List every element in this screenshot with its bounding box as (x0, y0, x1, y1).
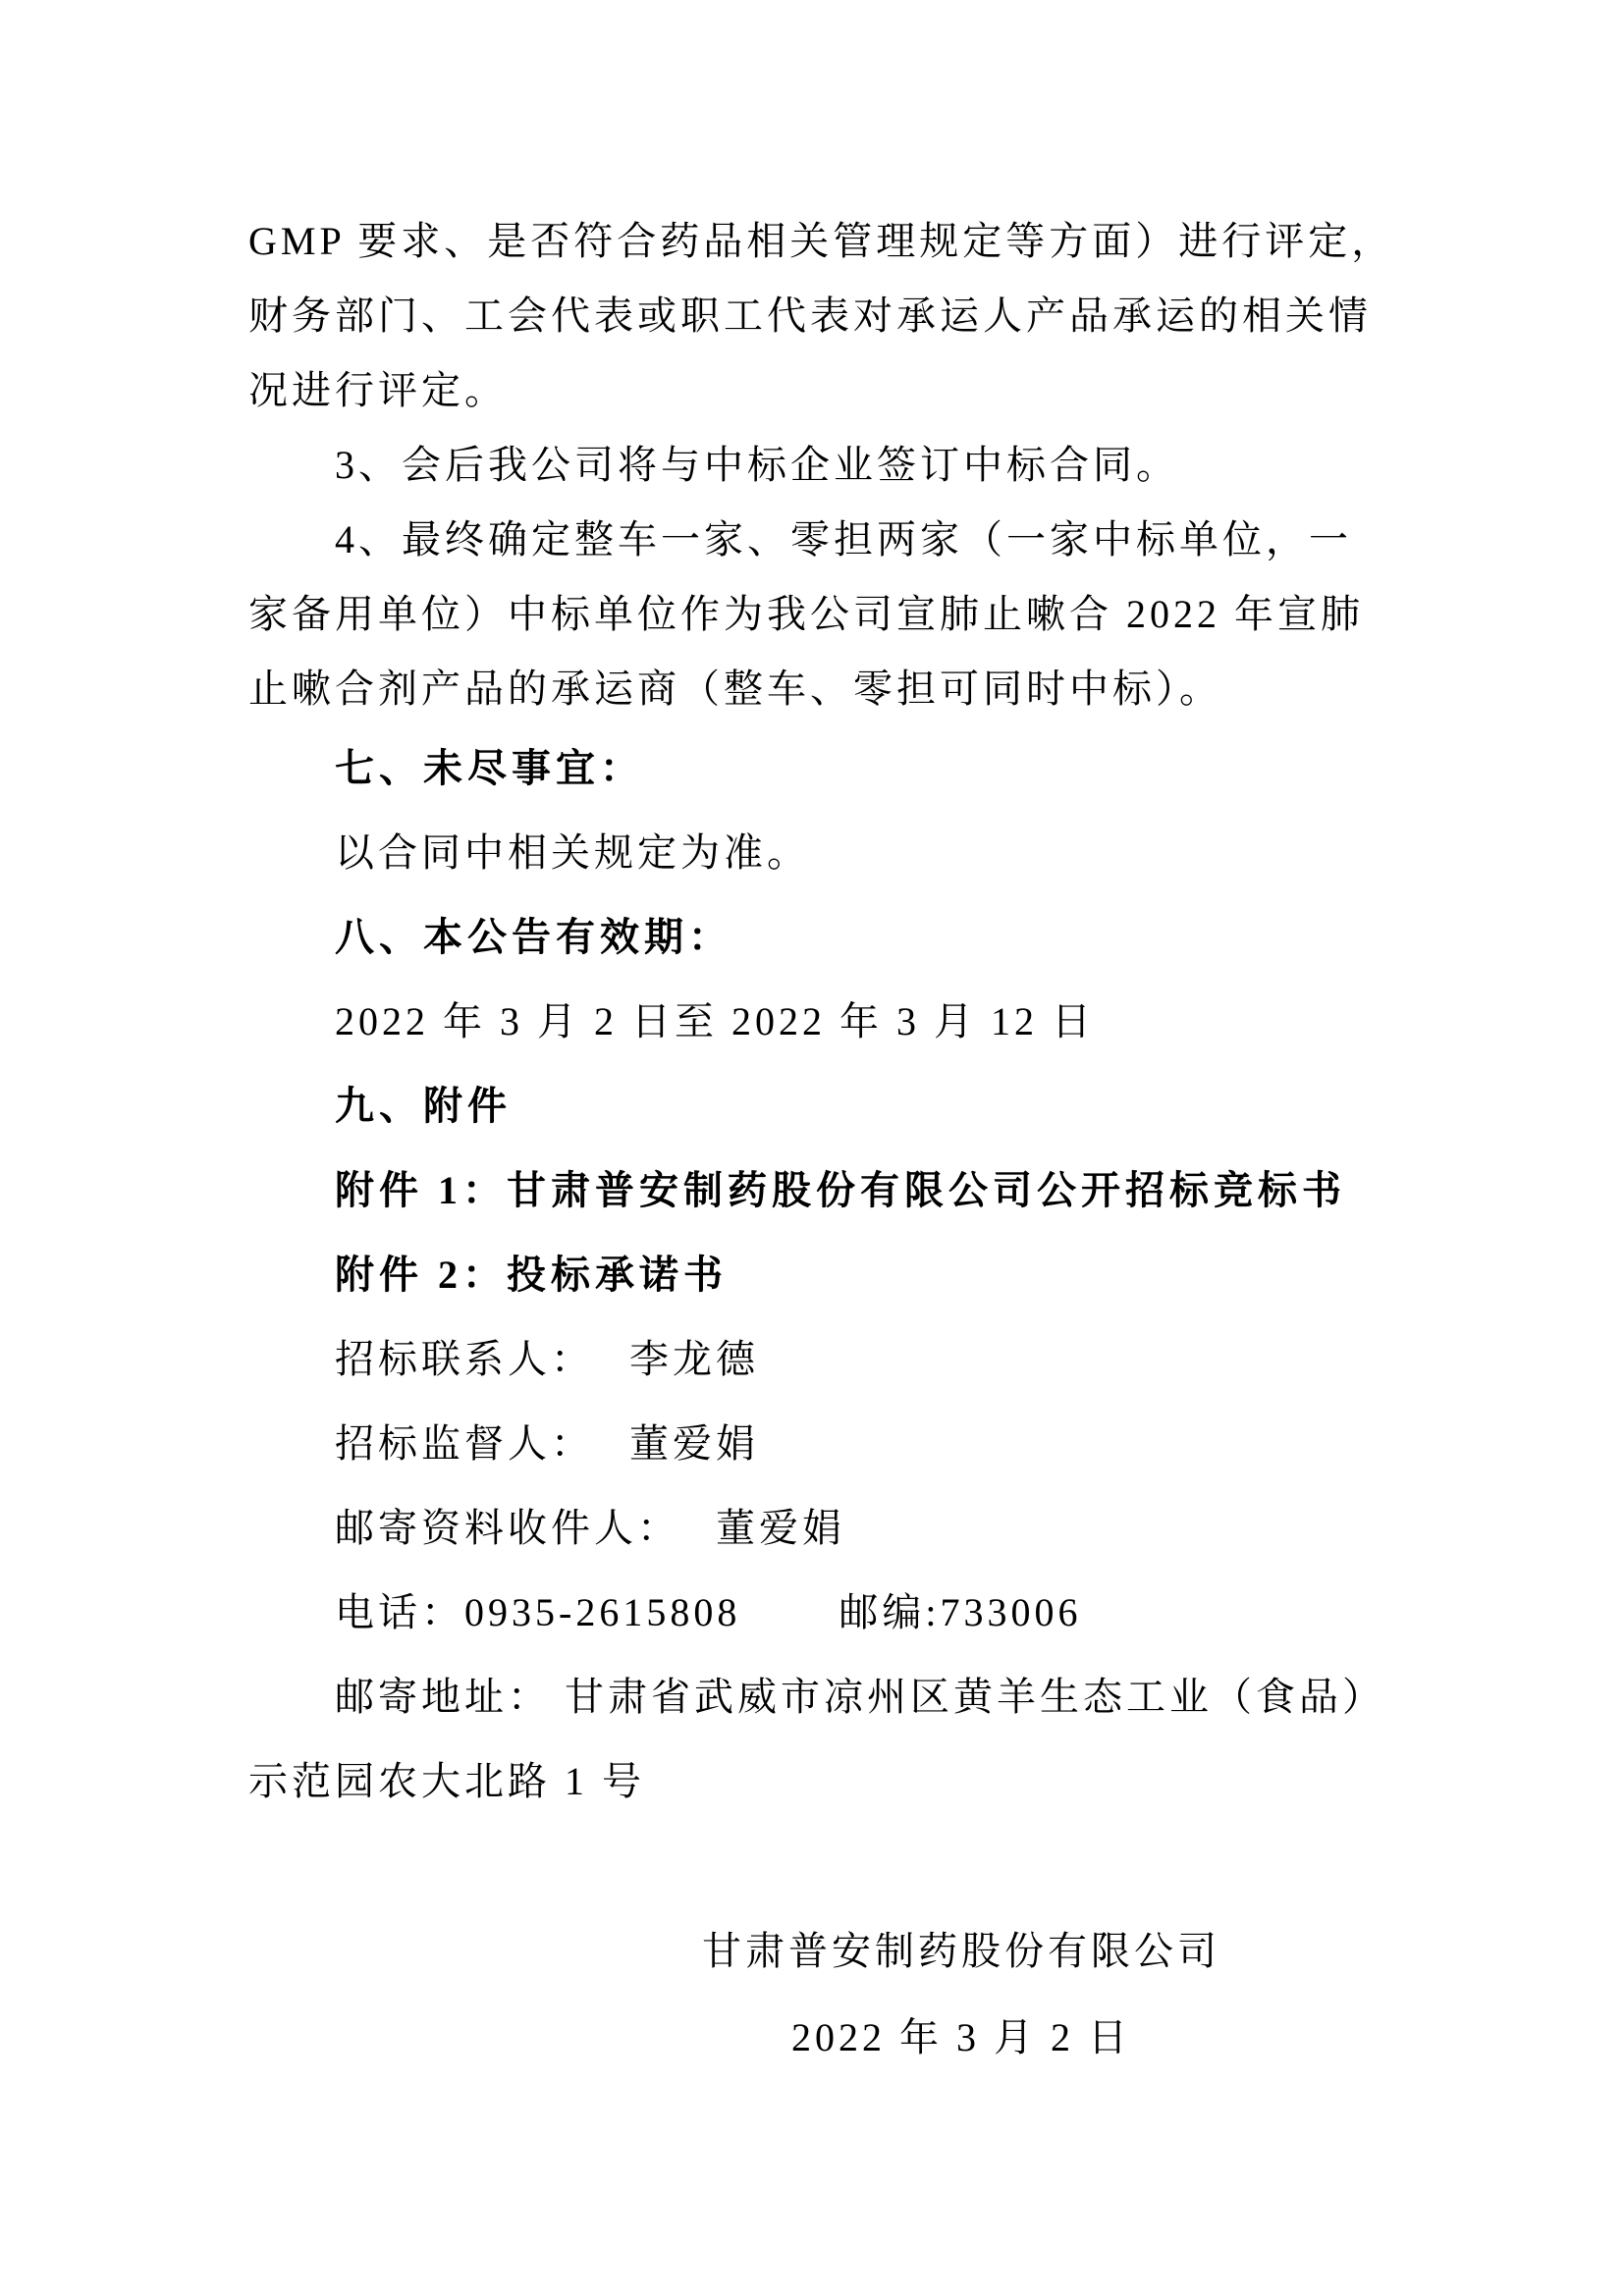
section-7-body: 以合同中相关规定为准。 (335, 830, 810, 875)
signature-block (398, 1908, 1525, 2081)
bid-contact-line (248, 1317, 1376, 1402)
document-content (248, 204, 1395, 2081)
para-item-4-line-2: 家备用单位）中标单位作为我公司宣肺止嗽合 2022 年宣肺 (248, 592, 1364, 636)
bid-supervisor-line (248, 1402, 1376, 1486)
section-8-heading: 八、本公告有效期： (335, 916, 732, 959)
section-9-heading: 九、附件 (335, 1085, 512, 1128)
mail-recipient-label: 邮寄资料收件人： (335, 1506, 680, 1550)
phone-postcode-line (248, 1571, 1376, 1655)
signature-company: 甘肃普安制药股份有限公司 (702, 1929, 1220, 1973)
postcode-label: 邮编: (839, 1590, 941, 1634)
postcode-number: 733006 (940, 1590, 1082, 1634)
mail-address-line-1 (248, 1655, 1385, 1739)
attachment-2-title: 附件 2：投标承诺书 (335, 1253, 728, 1297)
para-evaluation-line-2: 财务部门、工会代表或职工代表对承运人产品承运的相关情 (248, 294, 1372, 338)
para-item-4-line-1: 4、最终确定整车一家、零担两家（一家中标单位，一 (335, 517, 1352, 561)
section-7-heading: 七、未尽事宜： (335, 747, 644, 790)
mail-address-value: 甘肃省武威市凉州区黄羊生态工业（食品） (565, 1675, 1385, 1719)
para-item-4-line-3: 止嗽合剂产品的承运商（整车、零担可同时中标）。 (248, 667, 1222, 711)
mail-address-line-2: 示范园农大北路 1 号 (248, 1759, 645, 1803)
bid-supervisor-label: 招标监督人： (335, 1421, 594, 1466)
bid-contact-name: 李龙德 (629, 1337, 759, 1381)
bid-contact-label: 招标联系人： (335, 1337, 594, 1381)
blank-line (248, 1824, 1376, 1908)
para-item-3: 3、会后我公司将与中标企业签订中标合同。 (335, 443, 1179, 487)
phone-label: 电话： (335, 1590, 464, 1634)
signature-date: 2022 年 3 月 2 日 (791, 2015, 1131, 2059)
mail-address-label: 邮寄地址： (335, 1675, 551, 1719)
mail-recipient-name: 董爱娟 (716, 1506, 845, 1550)
para-evaluation-line-3: 况进行评定。 (248, 368, 508, 412)
mail-recipient-line (248, 1486, 1376, 1571)
attachment-1-title: 附件 1：甘肃普安制药股份有限公司公开招标竞标书 (335, 1168, 1346, 1212)
section-8-validity-dates: 2022 年 3 月 2 日至 2022 年 3 月 12 日 (335, 999, 1095, 1043)
phone-number: 0935-2615808 (464, 1590, 741, 1634)
bid-supervisor-name: 董爱娟 (629, 1421, 759, 1466)
para-evaluation-line-1: GMP 要求、是否符合药品相关管理规定等方面）进行评定， (248, 219, 1395, 263)
